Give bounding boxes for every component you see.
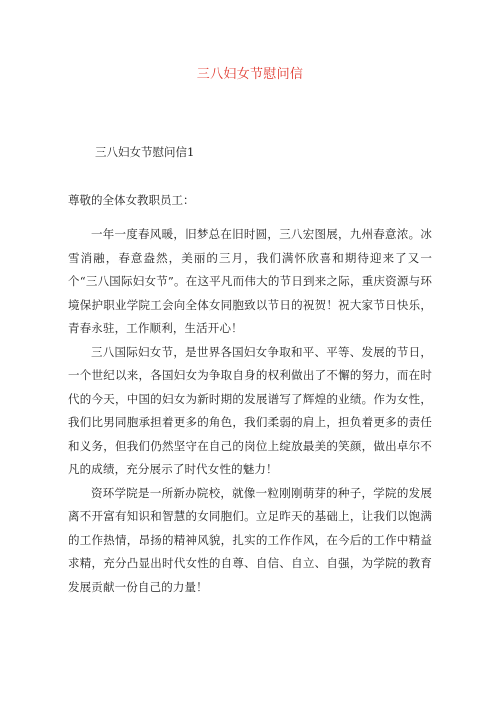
letter-body <box>68 223 432 599</box>
body-paragraph: 资环学院是一所新办院校，就像一粒刚刚萌芽的种子，学院的发展离不开富有知识和智慧的女同胞们。立足昨天的基础上，让我们以饱满的工作热情，昂扬的精神风貌，扎实的工作作风，在今后的工作中精益求精，充分凸显出时代女性的自尊、自信、自立、自强，为学院的教育发展贡献一份自己的力量！ <box>68 485 432 594</box>
letter-greeting: 尊敬的全体女教职员工： <box>68 193 195 207</box>
section-subtitle: 三八妇女节慰问信1 <box>95 145 195 159</box>
body-paragraph: 一年一度春风暖，旧梦总在旧时圆，三八宏图展，九州春意浓。冰雪消融，春意盎然，美丽的三月，我们满怀欣喜和期待迎来了又一个“三八国际妇女节”。在这平凡而伟大的节日到来之际，重庆资源与环境保护职业学院工会向全体女同胞致以节日的祝贺！祝大家节日快乐，青春永驻，工作顺利，生活开心！ <box>68 227 432 335</box>
body-paragraph: 三八国际妇女节，是世界各国妇女争取和平、平等、发展的节日，一个世纪以来，各国妇女为争取自身的权利做出了不懈的努力，而在时代的今天，中国的妇女为新时期的发展谱写了辉煌的业绩。作为女性，我们比男同胞承担着更多的角色，我们柔弱的肩上，担负着更多的责任和义务，但我们仍然坚守在自己的岗位上绽放最美的笑颜，做出卓尔不凡的成绩，充分展示了时代女性的魅力！ <box>68 344 432 476</box>
document-title: 三八妇女节慰问信 <box>196 67 304 82</box>
